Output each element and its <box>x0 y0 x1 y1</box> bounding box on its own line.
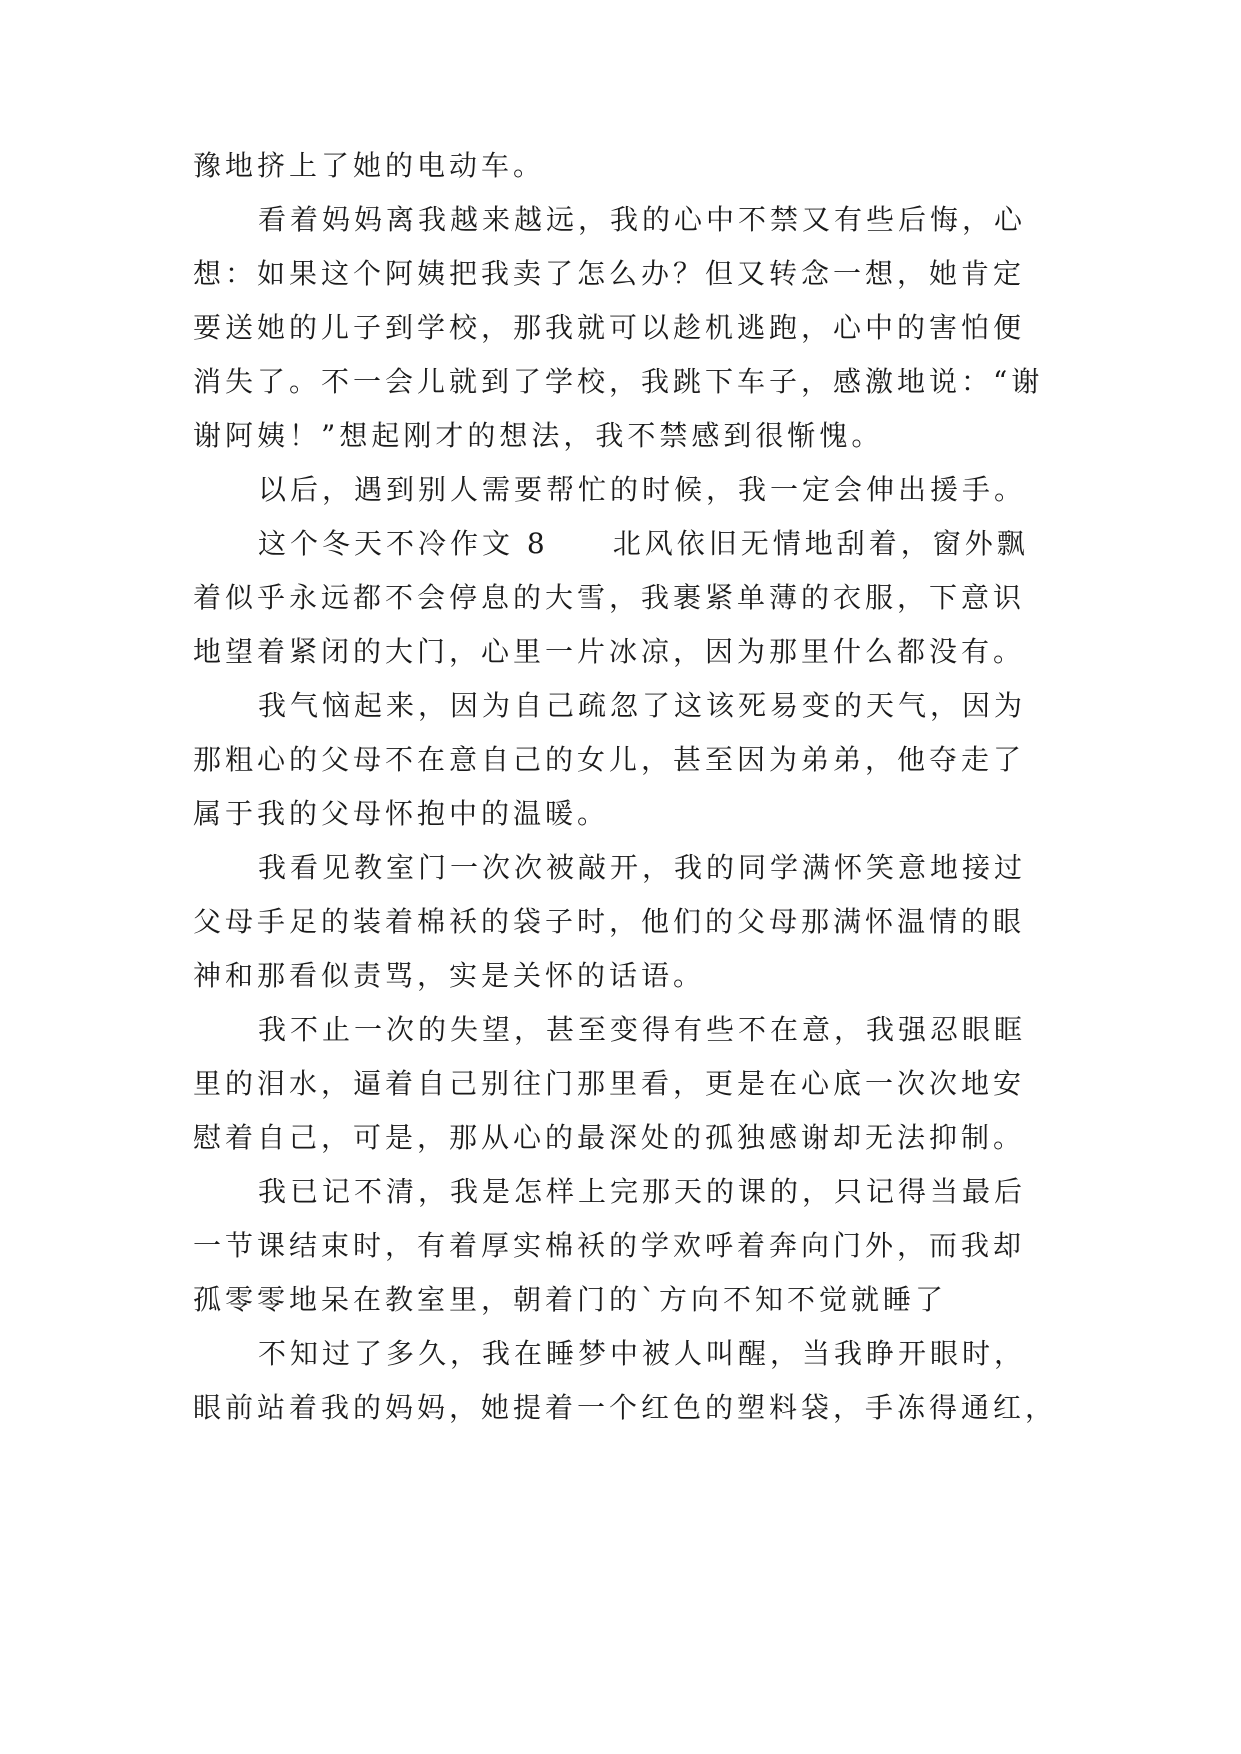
paragraph-start-line: 以后，遇到别人需要帮忙的时候，我一定会伸出援手。 <box>258 473 1027 506</box>
paragraph-start-line: 我气恼起来，因为自己疏忽了这该死易变的天气，因为 <box>258 689 1027 722</box>
text-line: 豫地挤上了她的电动车。 <box>193 149 546 182</box>
text-line: 慰着自己，可是，那从心的最深处的孤独感谢却无法抑制。 <box>193 1121 1026 1154</box>
paragraph-start-line: 看着妈妈离我越来越远，我的心中不禁又有些后悔，心 <box>258 203 1027 236</box>
paragraph-start-line: 我已记不清，我是怎样上完那天的课的，只记得当最后 <box>258 1175 1027 1208</box>
text-line: 那粗心的父母不在意自己的女儿，甚至因为弟弟，他夺走了 <box>193 743 1026 776</box>
text-line: 地望着紧闭的大门，心里一片冰凉，因为那里什么都没有。 <box>193 635 1026 668</box>
text-line: 消失了。不一会儿就到了学校，我跳下车子，感激地说：“谢 <box>193 365 1044 398</box>
text-line: 谢阿姨！”想起刚才的想法，我不禁感到很惭愧。 <box>193 419 884 452</box>
text-line: 父母手足的装着棉袄的袋子时，他们的父母那满怀温情的眼 <box>193 905 1026 938</box>
text-line: 一节课结束时，有着厚实棉袄的学欢呼着奔向门外，而我却 <box>193 1229 1026 1262</box>
text-line: 想：如果这个阿姨把我卖了怎么办？但又转念一想，她肯定 <box>193 257 1026 290</box>
text-line: 要送她的儿子到学校，那我就可以趁机逃跑，心中的害怕便 <box>193 311 1026 344</box>
text-line: 孤零零地呆在教室里，朝着门的`方向不知不觉就睡了 <box>193 1283 948 1316</box>
essay-title-line: 这个冬天不冷作文 8 北风依旧无情地刮着，窗外飘 <box>258 527 1029 560</box>
text-line: 眼前站着我的妈妈，她提着一个红色的塑料袋，手冻得通红， <box>193 1391 1058 1424</box>
text-line: 着似乎永远都不会停息的大雪，我裹紧单薄的衣服，下意识 <box>193 581 1026 614</box>
paragraph-start-line: 我看见教室门一次次被敲开，我的同学满怀笑意地接过 <box>258 851 1027 884</box>
paragraph-start-line: 不知过了多久，我在睡梦中被人叫醒，当我睁开眼时， <box>258 1337 1027 1370</box>
paragraph-start-line: 我不止一次的失望，甚至变得有些不在意，我强忍眼眶 <box>258 1013 1027 1046</box>
text-line: 属于我的父母怀抱中的温暖。 <box>193 797 610 830</box>
text-line: 神和那看似责骂，实是关怀的话语。 <box>193 959 706 992</box>
text-line: 里的泪水，逼着自己别往门那里看，更是在心底一次次地安 <box>193 1067 1026 1100</box>
